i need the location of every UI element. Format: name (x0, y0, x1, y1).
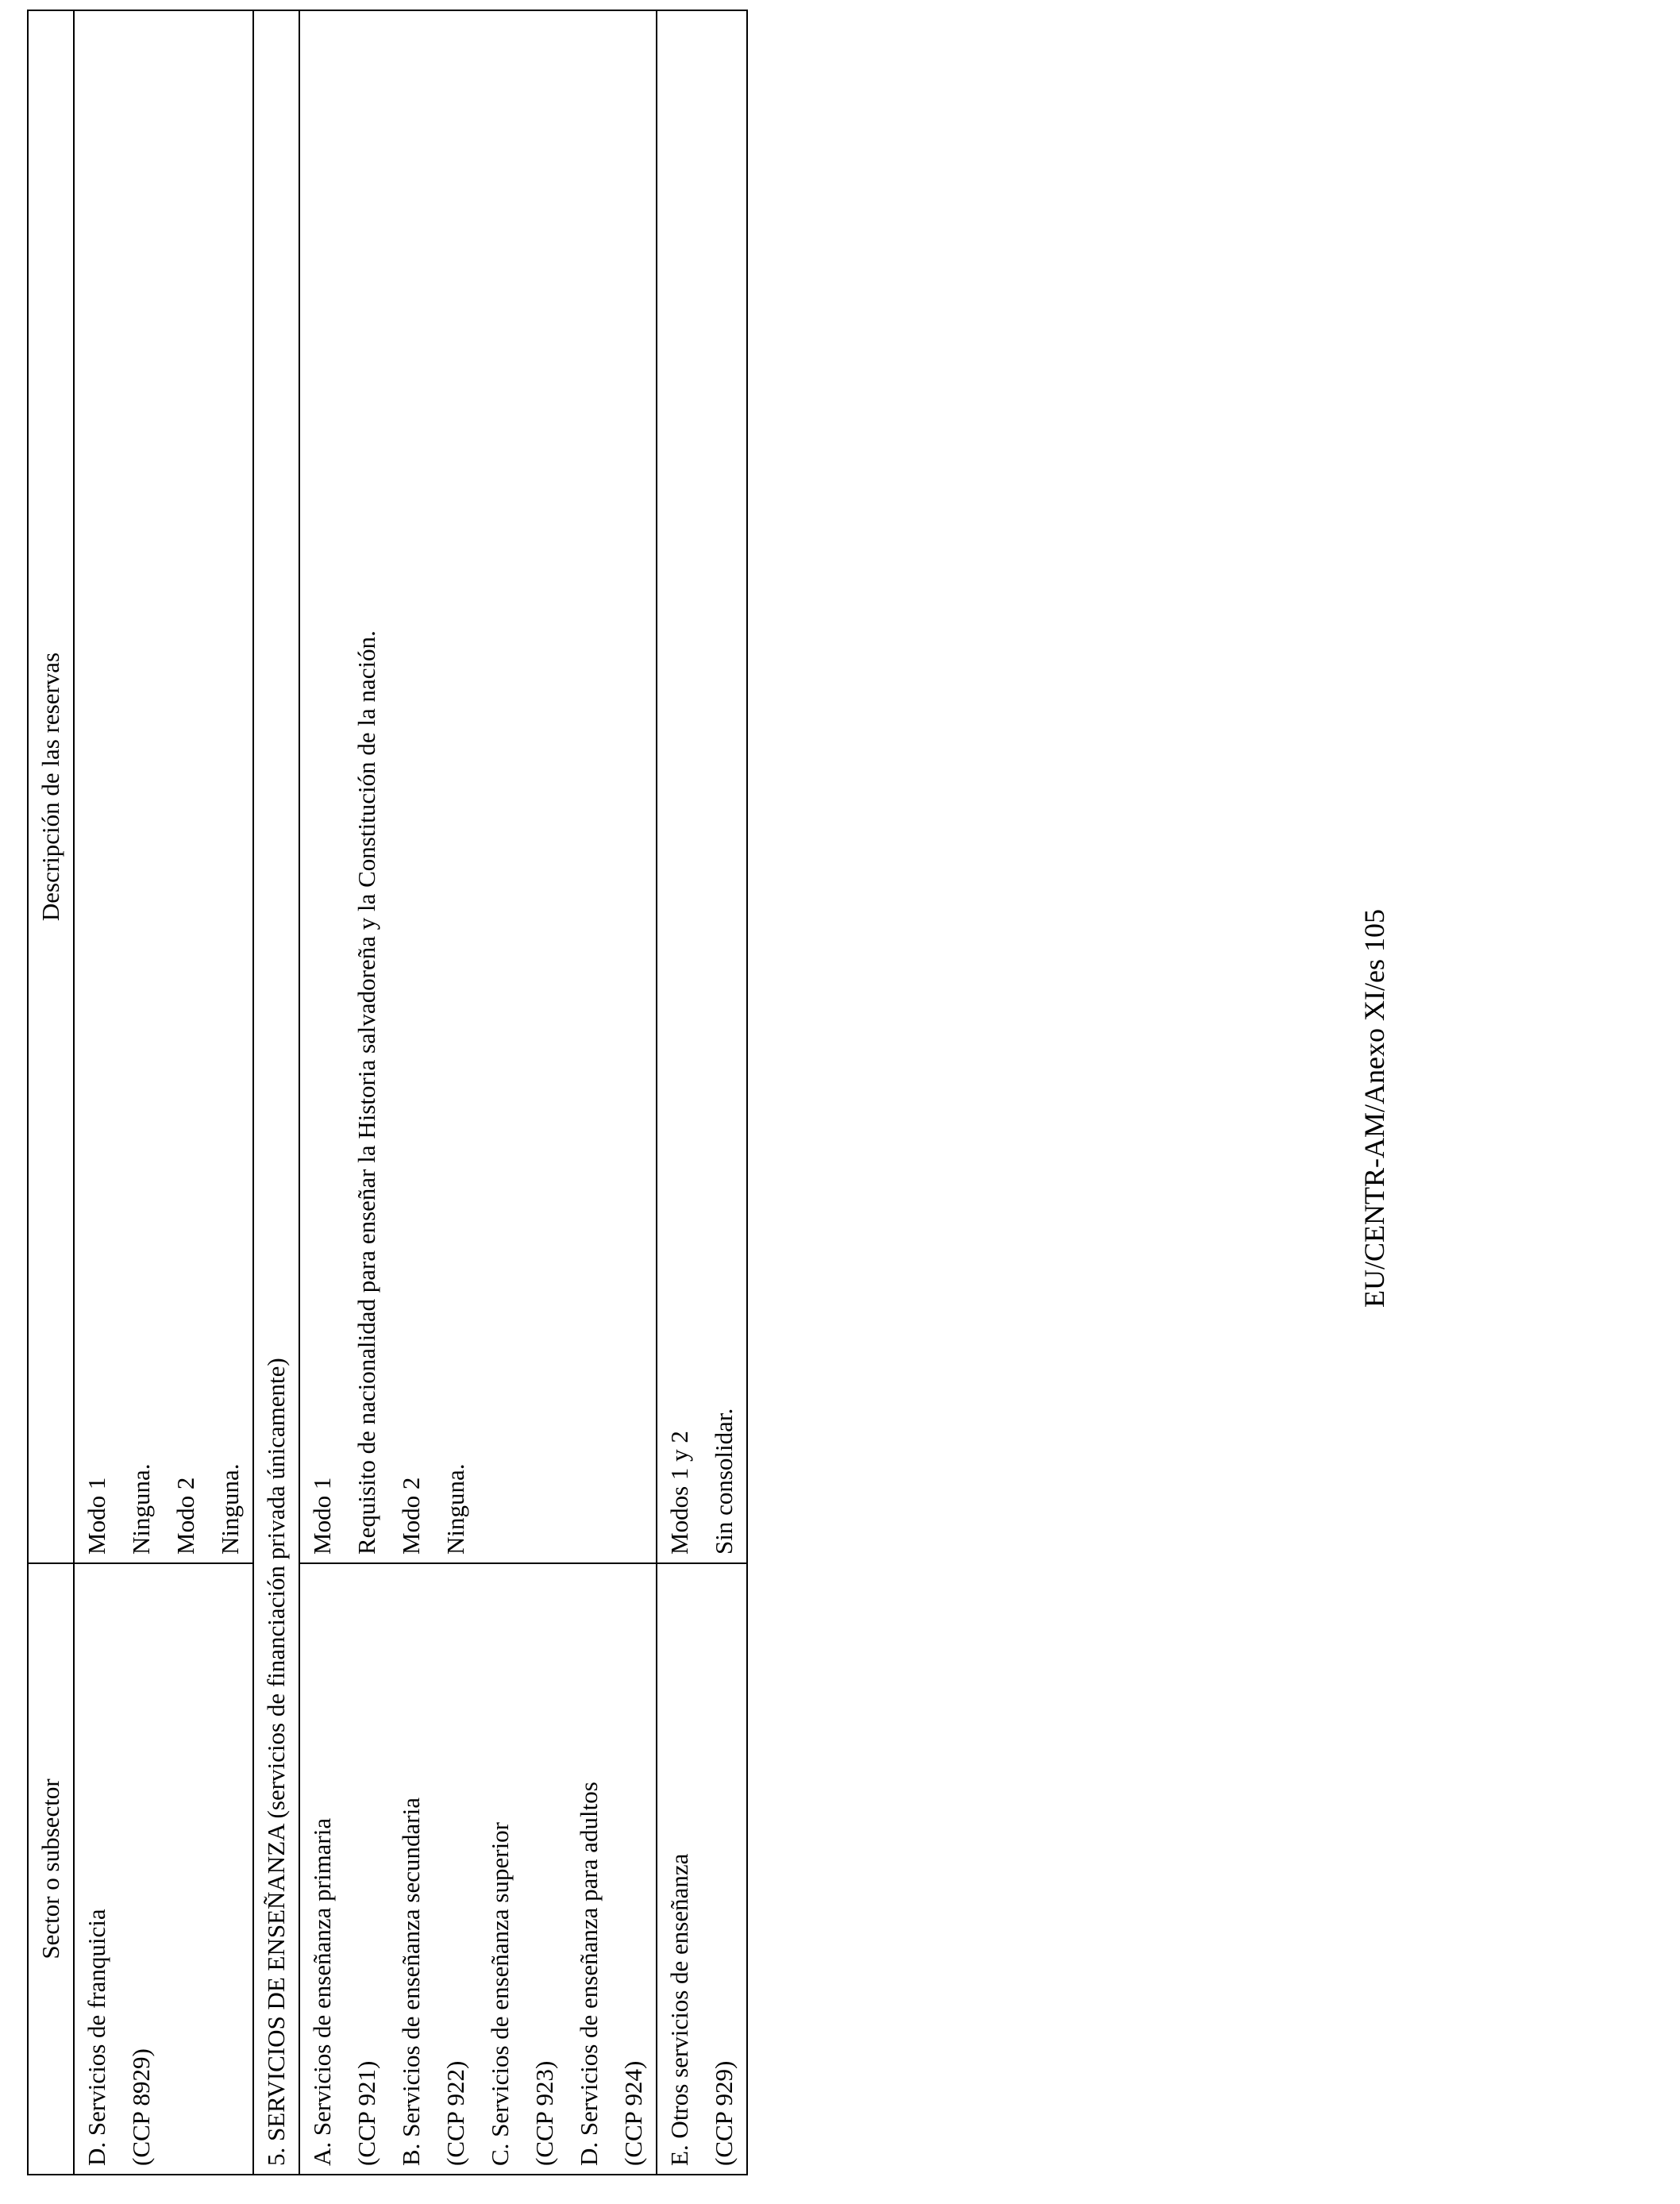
description-line: Requisito de nacionalidad para enseñar la Historia salvadoreña y la Constitución de la nación. (353, 630, 380, 1555)
description-line: Modos 1 y 2 (665, 1431, 693, 1555)
page-footer: EU/CENTR-AM/Anexo XI/es 105 (1358, 909, 1390, 1308)
description-line: Ninguna. (441, 1463, 469, 1555)
description-cell (299, 10, 657, 1563)
sector-line: (CCP 929) (710, 2060, 738, 2166)
sector-line: (CCP 921) (353, 2060, 380, 2166)
sector-cell (299, 1563, 657, 2175)
sector-line: D. Servicios de enseñanza para adultos (575, 1782, 603, 2166)
sector-line: (CCP 8929) (127, 2048, 155, 2166)
sector-cell (74, 1563, 253, 2175)
reservations-table (27, 10, 748, 2175)
sector-line: (CCP 923) (530, 2060, 558, 2166)
sector-line: A. Servicios de enseñanza primaria (308, 1817, 336, 2166)
section-heading: 5. SERVICIOS DE ENSEÑANZA (servicios de financiación privada únicamente) (253, 10, 299, 2175)
description-cell (657, 10, 747, 1563)
header-sector: Sector o subsector (28, 1563, 74, 2175)
table-header-row (28, 10, 74, 2175)
description-line: Modo 1 (83, 1477, 110, 1555)
sector-cell (657, 1563, 747, 2175)
sector-line: (CCP 922) (441, 2060, 469, 2166)
sector-line: C. Servicios de enseñanza superior (486, 1821, 514, 2166)
description-line: Ninguna. (216, 1463, 244, 1555)
description-line: Modo 2 (397, 1477, 425, 1555)
description-line: Modo 1 (308, 1477, 336, 1555)
sector-line: D. Servicios de franquicia (83, 1909, 110, 2166)
description-line: Modo 2 (171, 1477, 199, 1555)
description-line: Ninguna. (127, 1463, 155, 1555)
section-row (253, 10, 299, 2175)
description-line: Sin consolidar. (710, 1408, 738, 1555)
table-row (299, 10, 657, 2175)
table-row (657, 10, 747, 2175)
sector-line: E. Otros servicios de enseñanza (665, 1853, 693, 2166)
description-cell (74, 10, 253, 1563)
sector-line: B. Servicios de enseñanza secundaria (397, 1797, 425, 2166)
table-row (74, 10, 253, 2175)
sector-line: (CCP 924) (619, 2060, 647, 2166)
header-description: Descripción de las reservas (28, 10, 74, 1563)
